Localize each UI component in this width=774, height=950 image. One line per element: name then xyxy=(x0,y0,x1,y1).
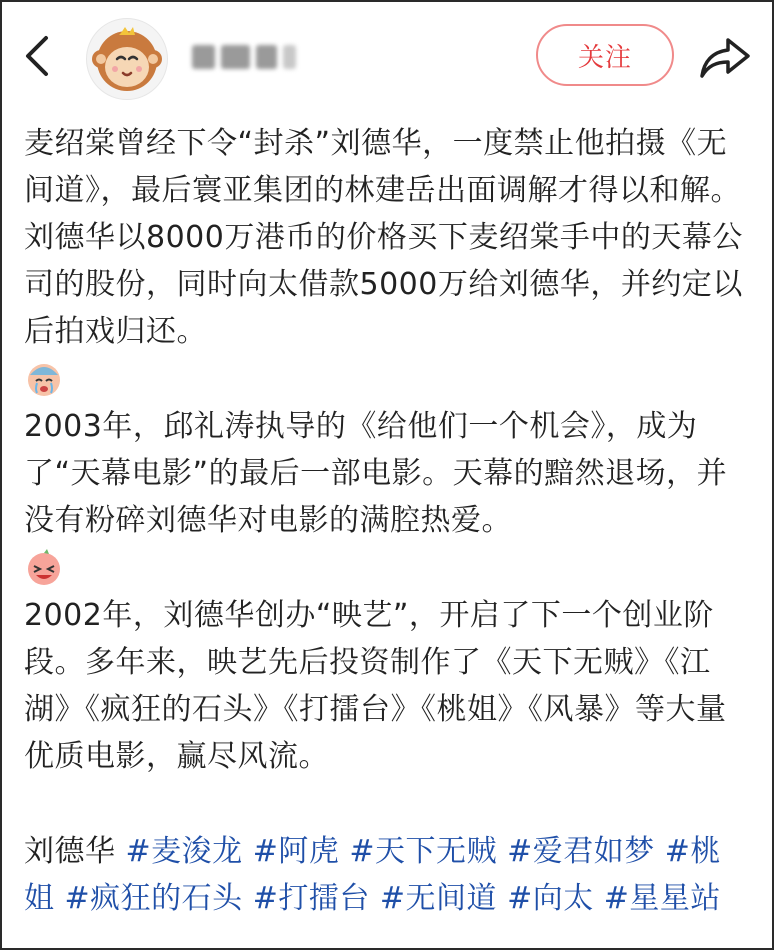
share-arrow-icon xyxy=(696,34,752,82)
paragraph-1: 麦绍棠曾经下令“封杀”刘德华，一度禁止他拍摄《无间道》，最后寰亚集团的林建岳出面调解才得以和解。 刘德华以8000万港币的价格买下麦绍棠手中的天幕公司的股份，同时向太借款5000万给刘德华，并约定以后拍戏归还。 xyxy=(24,126,743,349)
hashtag[interactable]: #疯狂的石头 xyxy=(64,881,243,916)
hashtag[interactable]: #无间道 xyxy=(379,881,498,916)
post-body xyxy=(24,120,750,922)
spacer xyxy=(24,780,750,828)
username-blurred[interactable] xyxy=(192,42,296,72)
tag-lead-text: 刘德华 xyxy=(24,834,116,869)
top-bar xyxy=(2,2,772,112)
avatar[interactable] xyxy=(86,18,168,100)
hashtag[interactable]: #天下无贼 xyxy=(349,834,498,869)
hashtag[interactable]: #桃姐 xyxy=(24,834,721,916)
laughing-face-emoji xyxy=(24,548,64,588)
paragraph-2: 2003年，邱礼涛执导的《给他们一个机会》，成为了“天幕电影”的最后一部电影。天幕的黯然退场，并没有粉碎刘德华对电影的满腔热爱。 xyxy=(24,409,728,538)
hashtag-list xyxy=(24,828,750,922)
hashtag[interactable]: #爱君如梦 xyxy=(507,834,655,869)
hashtag[interactable]: #星星站 xyxy=(603,881,721,916)
emoji-row-2 xyxy=(24,544,750,592)
back-button[interactable] xyxy=(20,34,60,78)
hashtag[interactable]: #麦浚龙 xyxy=(125,834,243,869)
paragraph-3: 2002年，刘德华创办“映艺”，开启了下一个创业阶段。多年来，映艺先后投资制作了《天下无贼》《江湖》《疯狂的石头》《打擂台》《桃姐》《风暴》等大量优质电影，赢尽风流。 xyxy=(24,598,727,774)
monkey-avatar-icon xyxy=(87,19,167,99)
share-button[interactable] xyxy=(696,34,752,82)
hashtag[interactable]: #打擂台 xyxy=(252,881,370,916)
hashtag[interactable]: #阿虎 xyxy=(252,834,340,869)
follow-button[interactable]: 关注 xyxy=(536,24,674,86)
crying-face-emoji xyxy=(24,359,64,399)
hashtag[interactable]: #向太 xyxy=(507,881,594,916)
emoji-row-1 xyxy=(24,355,750,403)
chevron-left-icon xyxy=(20,34,60,78)
